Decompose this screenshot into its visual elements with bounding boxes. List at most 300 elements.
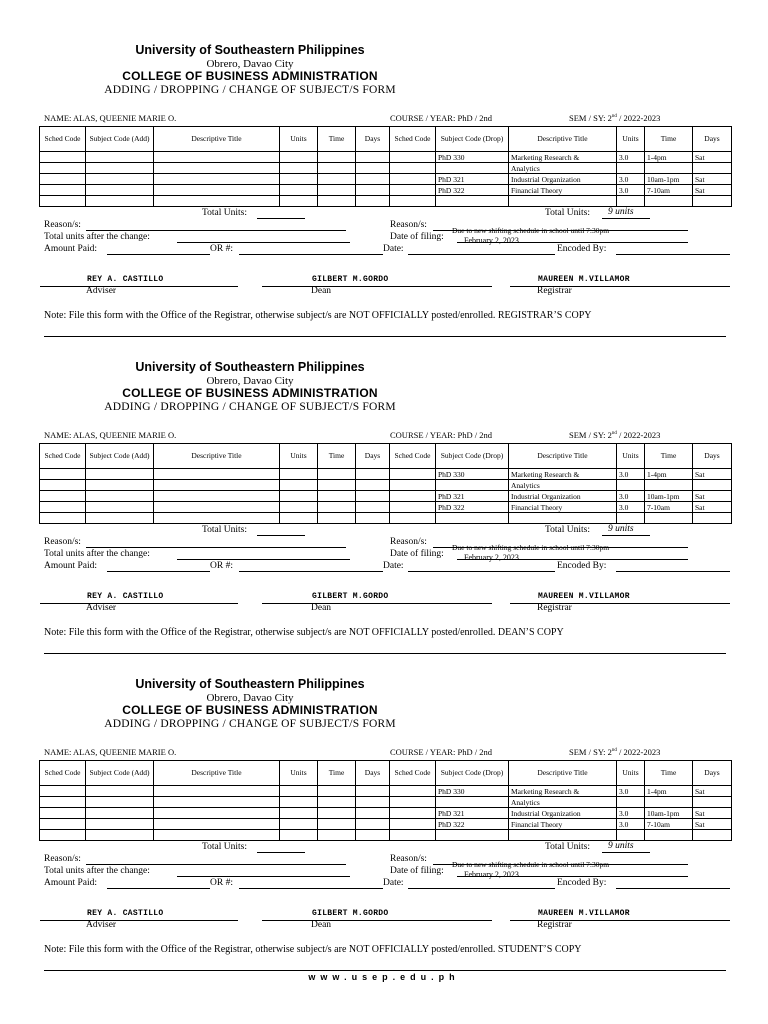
drop-header-cell: Units (617, 444, 645, 469)
drop-header-cell: Days (693, 127, 732, 152)
empty-cell (356, 480, 390, 491)
encoded-by-line (616, 254, 730, 255)
empty-cell (390, 502, 436, 513)
drop-days: Sat (693, 819, 732, 830)
empty-cell (280, 152, 318, 163)
empty-cell (390, 491, 436, 502)
drop-units: 3.0 (617, 174, 645, 185)
empty-cell (318, 786, 356, 797)
empty-cell (390, 786, 436, 797)
total-units-drop-line (602, 535, 650, 536)
date-line (408, 254, 555, 255)
add-header-cell: Sched Code (40, 127, 86, 152)
date-label: Date: (383, 561, 404, 571)
encoded-by-label: Encoded By: (557, 244, 607, 254)
drop-units: 3.0 (617, 502, 645, 513)
course-year-field: COURSE / YEAR: PhD / 2nd (390, 747, 492, 757)
drop-units: 3.0 (617, 185, 645, 196)
total-units-drop-label: Total Units: (545, 842, 590, 852)
adviser-role: Adviser (86, 920, 117, 930)
empty-cell (280, 819, 318, 830)
add-header-cell: Units (280, 444, 318, 469)
student-name: ALAS, QUEENIE MARIE O. (73, 430, 177, 440)
or-number-line (239, 571, 383, 572)
registrar-role: Registrar (537, 603, 572, 613)
empty-cell (86, 480, 154, 491)
empty-cell (154, 174, 280, 185)
amount-paid-line (107, 571, 210, 572)
add-header-cell: Subject Code (Add) (86, 444, 154, 469)
table-row (40, 163, 732, 174)
empty-cell (390, 174, 436, 185)
sem-sy-field: SEM / SY: 2nd / 2022-2023 (569, 747, 661, 757)
drop-days (693, 513, 732, 524)
drop-header-cell: Subject Code (Drop) (436, 444, 509, 469)
date-line (408, 571, 555, 572)
student-copy (0, 674, 768, 991)
empty-cell (356, 502, 390, 513)
registrar-name: MAUREEN M.VILLAMOR (538, 592, 630, 601)
empty-cell (356, 797, 390, 808)
add-header-cell: Descriptive Title (154, 127, 280, 152)
reasons-add-label: Reason/s: (44, 854, 81, 864)
drop-subject-code (436, 513, 509, 524)
empty-cell (154, 797, 280, 808)
adviser-line (40, 920, 238, 921)
drop-units (617, 196, 645, 207)
drop-header-cell: Descriptive Title (509, 444, 617, 469)
drop-time (645, 830, 693, 841)
drop-units: 3.0 (617, 152, 645, 163)
add-header-cell: Days (356, 761, 390, 786)
total-after-label: Total units after the change: (44, 866, 150, 876)
empty-cell (280, 174, 318, 185)
empty-cell (390, 797, 436, 808)
table-header-row (40, 761, 732, 786)
empty-cell (318, 819, 356, 830)
reasons-add-label: Reason/s: (44, 537, 81, 547)
dean-name: GILBERT M.GORDO (312, 275, 389, 284)
empty-cell (40, 819, 86, 830)
drop-descriptive-title: Analytics (509, 480, 617, 491)
empty-cell (318, 152, 356, 163)
table-row (40, 491, 732, 502)
drop-time (645, 480, 693, 491)
reasons-add-line (86, 230, 346, 231)
drop-subject-code (436, 797, 509, 808)
drop-time: 1-4pm (645, 786, 693, 797)
table-row (40, 185, 732, 196)
empty-cell (390, 808, 436, 819)
empty-cell (390, 152, 436, 163)
empty-cell (40, 797, 86, 808)
empty-cell (86, 513, 154, 524)
drop-descriptive-title: Industrial Organization (509, 174, 617, 185)
empty-cell (154, 819, 280, 830)
course-year: PhD / 2nd (457, 747, 492, 757)
empty-cell (154, 196, 280, 207)
or-number-line (239, 254, 383, 255)
empty-cell (356, 830, 390, 841)
empty-cell (280, 163, 318, 174)
empty-cell (86, 469, 154, 480)
date-label: Date: (383, 878, 404, 888)
empty-cell (154, 185, 280, 196)
table-row (40, 196, 732, 207)
drop-units: 3.0 (617, 819, 645, 830)
subject-table (39, 126, 732, 207)
drop-descriptive-title: Marketing Research & (509, 152, 617, 163)
empty-cell (318, 174, 356, 185)
empty-cell (356, 819, 390, 830)
registrar-name: MAUREEN M.VILLAMOR (538, 909, 630, 918)
empty-cell (280, 491, 318, 502)
total-units-drop-line (602, 218, 650, 219)
reason-text: Due to new shifting schedule in school until 7:30pm (452, 860, 610, 869)
empty-cell (318, 469, 356, 480)
table-row (40, 819, 732, 830)
registrar-role: Registrar (537, 286, 572, 296)
amount-paid-label: Amount Paid: (44, 878, 98, 888)
empty-cell (280, 808, 318, 819)
empty-cell (318, 196, 356, 207)
drop-time: 10am-1pm (645, 808, 693, 819)
drop-subject-code (436, 830, 509, 841)
empty-cell (280, 797, 318, 808)
table-row (40, 830, 732, 841)
drop-subject-code: PhD 322 (436, 819, 509, 830)
drop-subject-code: PhD 330 (436, 152, 509, 163)
date-line (408, 888, 555, 889)
drop-header-cell: Sched Code (390, 761, 436, 786)
note-divider (44, 336, 726, 337)
sem-sy-field: SEM / SY: 2nd / 2022-2023 (569, 430, 661, 440)
form-title: ADDING / DROPPING / CHANGE OF SUBJECT/S FORM (104, 84, 396, 96)
drop-units (617, 480, 645, 491)
note-divider (44, 970, 726, 971)
empty-cell (86, 808, 154, 819)
drop-units (617, 513, 645, 524)
drop-subject-code (436, 163, 509, 174)
table-header-row (40, 444, 732, 469)
university-name: University of Southeastern Philippines (135, 360, 365, 374)
encoded-by-label: Encoded By: (557, 878, 607, 888)
college-name: COLLEGE OF BUSINESS ADMINISTRATION (122, 386, 378, 400)
reasons-add-line (86, 864, 346, 865)
drop-time: 7-10am (645, 819, 693, 830)
filing-date-value: February 2, 2023 (464, 870, 519, 879)
drop-days: Sat (693, 185, 732, 196)
empty-cell (154, 502, 280, 513)
empty-cell (40, 185, 86, 196)
add-header-cell: Days (356, 127, 390, 152)
drop-header-cell: Subject Code (Drop) (436, 127, 509, 152)
date-filing-label: Date of filing: (390, 232, 444, 242)
total-after-line (177, 559, 350, 560)
or-number-label: OR #: (210, 244, 233, 254)
add-header-cell: Units (280, 761, 318, 786)
empty-cell (154, 163, 280, 174)
table-row (40, 502, 732, 513)
drop-days: Sat (693, 502, 732, 513)
drop-time: 10am-1pm (645, 491, 693, 502)
add-header-cell: Descriptive Title (154, 761, 280, 786)
empty-cell (86, 152, 154, 163)
or-number-line (239, 888, 383, 889)
total-after-line (177, 242, 350, 243)
form-note: Note: File this form with the Office of the Registrar, otherwise subject/s are NOT OFFICIALLY posted/enrolled. DEAN’S COPY (44, 627, 564, 638)
drop-subject-code (436, 196, 509, 207)
empty-cell (154, 513, 280, 524)
empty-cell (86, 797, 154, 808)
drop-subject-code: PhD 322 (436, 185, 509, 196)
empty-cell (390, 513, 436, 524)
drop-time (645, 513, 693, 524)
drop-days: Sat (693, 152, 732, 163)
adviser-name: REY A. CASTILLO (87, 275, 164, 284)
empty-cell (40, 152, 86, 163)
dean-name: GILBERT M.GORDO (312, 592, 389, 601)
date-label: Date: (383, 244, 404, 254)
add-header-cell: Descriptive Title (154, 444, 280, 469)
empty-cell (318, 830, 356, 841)
empty-cell (390, 469, 436, 480)
amount-paid-label: Amount Paid: (44, 244, 98, 254)
empty-cell (356, 808, 390, 819)
student-name: ALAS, QUEENIE MARIE O. (73, 747, 177, 757)
drop-descriptive-title: Marketing Research & (509, 469, 617, 480)
drop-units (617, 163, 645, 174)
drop-time (645, 196, 693, 207)
drop-days: Sat (693, 174, 732, 185)
add-header-cell: Sched Code (40, 761, 86, 786)
drop-units (617, 830, 645, 841)
drop-descriptive-title (509, 196, 617, 207)
drop-time: 7-10am (645, 502, 693, 513)
dean-line (262, 920, 492, 921)
add-header-cell: Subject Code (Add) (86, 127, 154, 152)
reasons-drop-label: Reason/s: (390, 854, 427, 864)
dean-role: Dean (311, 603, 332, 613)
total-units-add-label: Total Units: (202, 525, 247, 535)
student-name-field: NAME: ALAS, QUEENIE MARIE O. (44, 430, 177, 440)
empty-cell (40, 491, 86, 502)
table-header-row (40, 127, 732, 152)
drop-header-cell: Days (693, 444, 732, 469)
empty-cell (318, 491, 356, 502)
empty-cell (40, 502, 86, 513)
dean-copy (0, 357, 768, 674)
empty-cell (390, 830, 436, 841)
reasons-add-line (86, 547, 346, 548)
add-header-cell: Subject Code (Add) (86, 761, 154, 786)
total-units-add-line (257, 852, 305, 853)
amount-paid-line (107, 888, 210, 889)
empty-cell (86, 502, 154, 513)
total-units-drop-value: 9 units (608, 524, 634, 534)
empty-cell (318, 480, 356, 491)
empty-cell (40, 513, 86, 524)
drop-time (645, 797, 693, 808)
empty-cell (390, 819, 436, 830)
form-title: ADDING / DROPPING / CHANGE OF SUBJECT/S FORM (104, 401, 396, 413)
empty-cell (280, 469, 318, 480)
drop-header-cell: Descriptive Title (509, 761, 617, 786)
drop-time: 1-4pm (645, 152, 693, 163)
adviser-role: Adviser (86, 286, 117, 296)
empty-cell (40, 830, 86, 841)
drop-units: 3.0 (617, 786, 645, 797)
table-row (40, 480, 732, 491)
adviser-name: REY A. CASTILLO (87, 592, 164, 601)
course-year: PhD / 2nd (457, 430, 492, 440)
drop-units: 3.0 (617, 469, 645, 480)
table-row (40, 786, 732, 797)
total-units-drop-value: 9 units (608, 841, 634, 851)
empty-cell (154, 480, 280, 491)
drop-subject-code: PhD 321 (436, 808, 509, 819)
empty-cell (318, 513, 356, 524)
add-header-cell: Time (318, 127, 356, 152)
empty-cell (154, 152, 280, 163)
total-after-label: Total units after the change: (44, 549, 150, 559)
table-row (40, 797, 732, 808)
dean-role: Dean (311, 286, 332, 296)
drop-subject-code: PhD 330 (436, 469, 509, 480)
total-after-line (177, 876, 350, 877)
empty-cell (390, 163, 436, 174)
empty-cell (86, 786, 154, 797)
adviser-line (40, 603, 238, 604)
drop-descriptive-title (509, 830, 617, 841)
table-row (40, 174, 732, 185)
drop-header-cell: Sched Code (390, 444, 436, 469)
drop-time: 10am-1pm (645, 174, 693, 185)
total-units-add-line (257, 535, 305, 536)
registrar-name: MAUREEN M.VILLAMOR (538, 275, 630, 284)
registrar-role: Registrar (537, 920, 572, 930)
reasons-drop-label: Reason/s: (390, 537, 427, 547)
drop-descriptive-title: Analytics (509, 163, 617, 174)
university-city: Obrero, Davao City (206, 375, 294, 387)
drop-header-cell: Time (645, 127, 693, 152)
drop-descriptive-title: Financial Theory (509, 819, 617, 830)
college-name: COLLEGE OF BUSINESS ADMINISTRATION (122, 69, 378, 83)
drop-units (617, 797, 645, 808)
total-units-drop-value: 9 units (608, 207, 634, 217)
empty-cell (356, 513, 390, 524)
drop-days (693, 163, 732, 174)
drop-descriptive-title: Financial Theory (509, 185, 617, 196)
empty-cell (356, 491, 390, 502)
drop-header-cell: Subject Code (Drop) (436, 761, 509, 786)
empty-cell (154, 808, 280, 819)
empty-cell (318, 797, 356, 808)
total-units-add-label: Total Units: (202, 208, 247, 218)
drop-header-cell: Descriptive Title (509, 127, 617, 152)
table-row (40, 808, 732, 819)
add-header-cell: Sched Code (40, 444, 86, 469)
dean-role: Dean (311, 920, 332, 930)
empty-cell (318, 185, 356, 196)
encoded-by-line (616, 888, 730, 889)
empty-cell (86, 163, 154, 174)
empty-cell (40, 786, 86, 797)
table-row (40, 513, 732, 524)
empty-cell (154, 491, 280, 502)
total-units-drop-label: Total Units: (545, 208, 590, 218)
or-number-label: OR #: (210, 561, 233, 571)
empty-cell (280, 502, 318, 513)
reasons-add-label: Reason/s: (44, 220, 81, 230)
drop-header-cell: Units (617, 761, 645, 786)
registrar-copy (0, 40, 768, 357)
encoded-by-line (616, 571, 730, 572)
amount-paid-label: Amount Paid: (44, 561, 98, 571)
total-units-drop-line (602, 852, 650, 853)
adviser-role: Adviser (86, 603, 117, 613)
empty-cell (356, 786, 390, 797)
empty-cell (40, 480, 86, 491)
empty-cell (280, 480, 318, 491)
empty-cell (154, 469, 280, 480)
empty-cell (280, 830, 318, 841)
dean-line (262, 603, 492, 604)
student-name: ALAS, QUEENIE MARIE O. (73, 113, 177, 123)
empty-cell (390, 480, 436, 491)
empty-cell (40, 808, 86, 819)
drop-days (693, 830, 732, 841)
table-row (40, 469, 732, 480)
empty-cell (356, 469, 390, 480)
course-year: PhD / 2nd (457, 113, 492, 123)
dean-name: GILBERT M.GORDO (312, 909, 389, 918)
drop-descriptive-title: Financial Theory (509, 502, 617, 513)
total-units-drop-label: Total Units: (545, 525, 590, 535)
empty-cell (86, 819, 154, 830)
subject-table (39, 760, 732, 841)
university-city: Obrero, Davao City (206, 58, 294, 70)
filing-date-value: February 2, 2023 (464, 553, 519, 562)
drop-days: Sat (693, 808, 732, 819)
drop-days (693, 797, 732, 808)
drop-subject-code: PhD 330 (436, 786, 509, 797)
drop-time (645, 163, 693, 174)
drop-subject-code: PhD 322 (436, 502, 509, 513)
empty-cell (390, 196, 436, 207)
reason-text: Due to new shifting schedule in school until 7:30pm (452, 543, 610, 552)
reasons-drop-label: Reason/s: (390, 220, 427, 230)
empty-cell (154, 786, 280, 797)
empty-cell (280, 513, 318, 524)
drop-header-cell: Time (645, 444, 693, 469)
student-name-field: NAME: ALAS, QUEENIE MARIE O. (44, 747, 177, 757)
empty-cell (86, 491, 154, 502)
add-header-cell: Time (318, 444, 356, 469)
drop-days: Sat (693, 786, 732, 797)
drop-subject-code: PhD 321 (436, 174, 509, 185)
dean-line (262, 286, 492, 287)
empty-cell (86, 174, 154, 185)
amount-paid-line (107, 254, 210, 255)
drop-subject-code: PhD 321 (436, 491, 509, 502)
add-header-cell: Units (280, 127, 318, 152)
reason-text: Due to new shifting schedule in school until 7:30pm (452, 226, 610, 235)
empty-cell (280, 786, 318, 797)
total-units-add-label: Total Units: (202, 842, 247, 852)
drop-days (693, 196, 732, 207)
total-after-label: Total units after the change: (44, 232, 150, 242)
